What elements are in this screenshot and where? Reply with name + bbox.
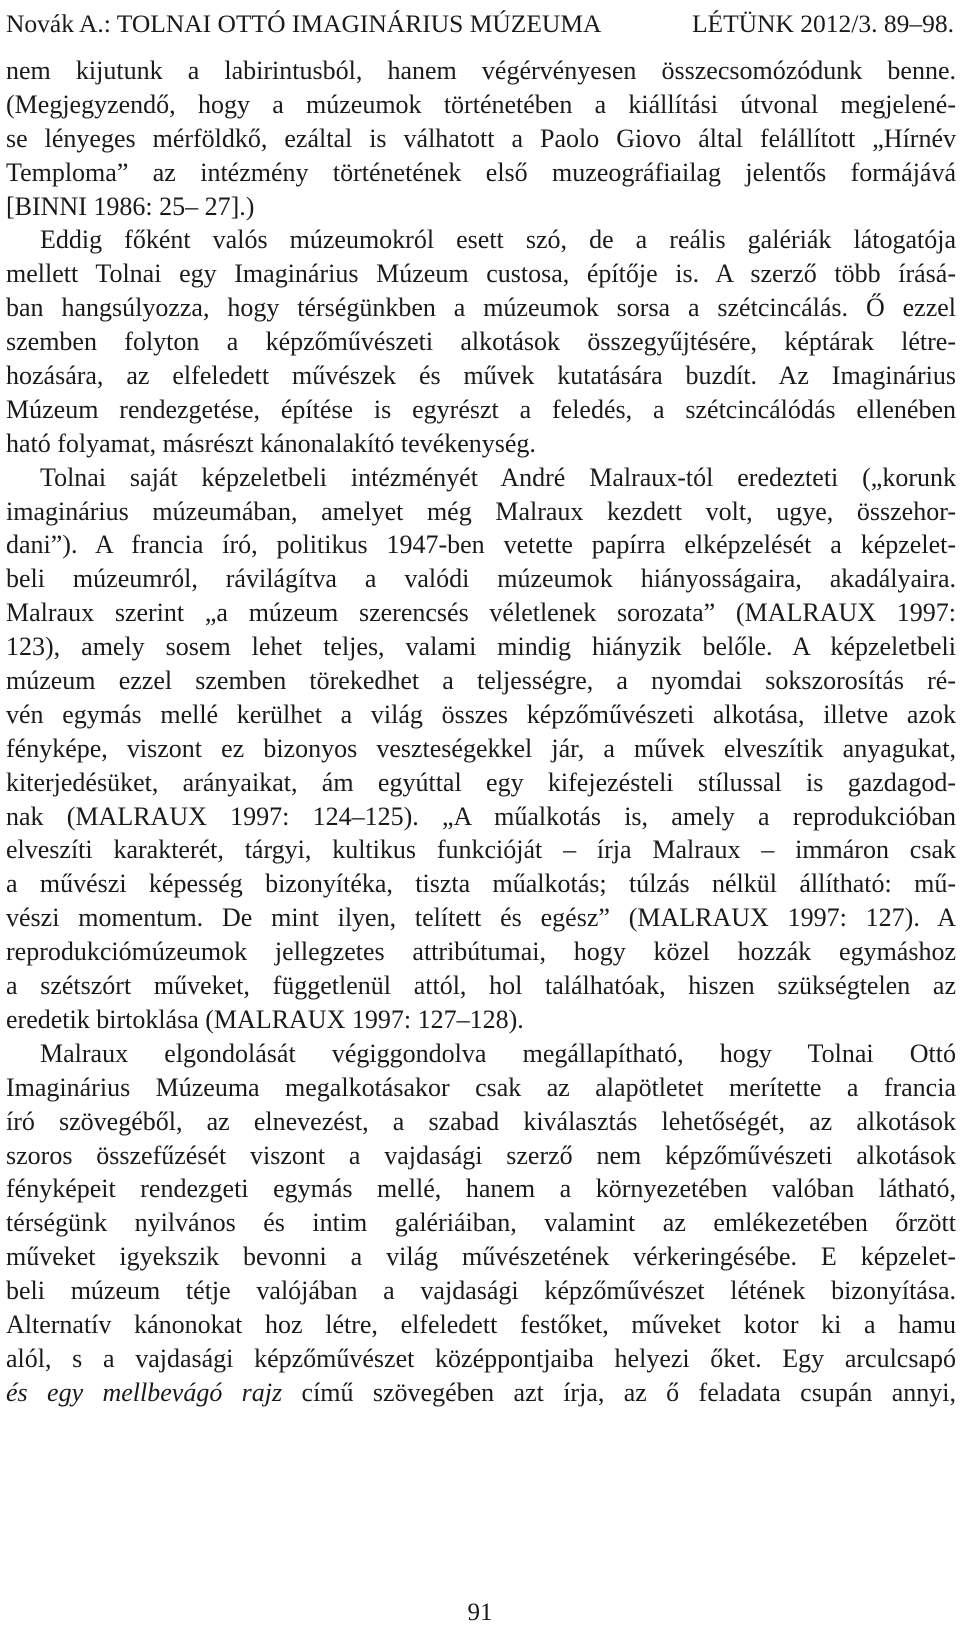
- text-line: a művészi képesség bizonyítéka, tiszta műalkotás; túlzás nélkül állítható: mű-: [6, 869, 956, 899]
- italic-title-fragment: és egy mellbevágó rajz: [6, 1377, 283, 1407]
- text-line: fényképeit rendezgeti egymás mellé, hanem a környezetében valóban látható,: [6, 1174, 956, 1204]
- text-line: szoros összefűzését viszont a vajdasági szerző nem képzőművészeti alkotások: [6, 1140, 956, 1170]
- text-line: reprodukciómúzeumok jellegzetes attribútumai, hogy közel hozzák egymáshoz: [6, 937, 956, 967]
- text-line: [BINNI 1986: 25– 27].): [6, 191, 255, 221]
- running-head-journal: LÉTÜNK 2012/3. 89–98.: [691, 9, 954, 38]
- text-line: nak (MALRAUX 1997: 124–125). „A műalkotás is, amely a reprodukcióban: [6, 801, 956, 831]
- text-line: fényképe, viszont ez bizonyos veszteségekkel jár, a művek elveszítik anyagukat,: [6, 733, 956, 763]
- text-line: ban hangsúlyozza, hogy térségünkben a múzeumok sorsa a szétcincálás. Ő ezzel: [6, 293, 956, 323]
- text-line: mellett Tolnai egy Imaginárius Múzeum custosa, építője is. A szerző több írásá-: [6, 259, 956, 289]
- text-line: műveket igyekszik bevonni a világ művészetének vérkeringésébe. E képzelet-: [6, 1242, 956, 1272]
- text-line: kiterjedésüket, arányaikat, ám egyúttal egy kifejezésteli stílussal is gazdagod-: [6, 767, 956, 797]
- text-line: Tolnai saját képzeletbeli intézményét André Malraux-tól eredezteti („korunk: [40, 462, 956, 492]
- text-line: beli múzeum tétje valójában a vajdasági képzőművészet létének bizonyítása.: [6, 1276, 956, 1306]
- text-line: múzeum ezzel szemben törekedhet a teljességre, a nyomdai sokszorosítás ré-: [6, 666, 956, 696]
- text-line: Alternatív kánonokat hoz létre, elfeledett festőket, műveket kotor ki a hamu: [6, 1309, 956, 1339]
- text-line: (Megjegyzendő, hogy a múzeumok történetében a kiállítási útvonal megjelené-: [6, 89, 956, 119]
- text-line: 123), amely sosem lehet teljes, valami mindig hiányzik belőle. A képzeletbeli: [6, 632, 956, 662]
- text-line: Eddig főként valós múzeumokról esett szó, de a reális galériák látogatója: [40, 225, 956, 255]
- text-line: Malraux elgondolását végiggondolva megállapítható, hogy Tolnai Ottó: [40, 1038, 956, 1068]
- text-line: Imaginárius Múzeuma megalkotásakor csak az alapötletet merítette a francia: [6, 1072, 956, 1102]
- text-line: eredetik birtoklása (MALRAUX 1997: 127–128).: [6, 1004, 524, 1034]
- text-line: ható folyamat, másrészt kánonalakító tevékenység.: [6, 428, 536, 458]
- text-line-final: [6, 1376, 956, 1410]
- text-line: vészi momentum. De mint ilyen, telített és egész” (MALRAUX 1997: 127). A: [6, 903, 956, 933]
- text-line: dani”). A francia író, politikus 1947-ben vetette papírra elképzelését a képzelet-: [6, 530, 956, 560]
- text-line: hozására, az elfeledett művészek és művek kutatására buzdít. Az Imaginárius: [6, 361, 956, 391]
- running-head: [6, 4, 954, 44]
- text-line: szemben folyton a képzőművészeti alkotások összegyűjtésére, képtárak létre-: [6, 327, 956, 357]
- text-line: alól, s a vajdasági képzőművészet középpontjaiba helyezi őket. Egy arculcsapó: [6, 1343, 956, 1373]
- running-head-author-title: Novák A.: TOLNAI OTTÓ IMAGINÁRIUS MÚZEUMA: [6, 9, 602, 38]
- text-line: Múzeum rendezgetése, építése is egyrészt a feledés, a szétcincálódás ellenében: [6, 394, 956, 424]
- text-line: Temploma” az intézmény történetének első muzeográfiailag jelentős formájává: [6, 157, 956, 187]
- body-text: [6, 54, 956, 1410]
- text-line: elveszíti karakterét, tárgyi, kultikus funkcióját – írja Malraux – immáron csak: [6, 835, 956, 865]
- text-line: imaginárius múzeumában, amelyet még Malraux kezdett volt, ugye, összehor-: [6, 496, 956, 526]
- text-line-continuation: című szövegében azt írja, az ő feladata csupán annyi,: [282, 1377, 956, 1407]
- text-line: vén egymás mellé kerülhet a világ összes képzőművészeti alkotása, illetve azok: [6, 699, 956, 729]
- page-number: 91: [467, 1599, 493, 1626]
- text-line: beli múzeumról, rávilágítva a valódi múzeumok hiányosságaira, akadályaira.: [6, 564, 956, 594]
- text-line: író szövegéből, az elnevezést, a szabad kiválasztás lehetőségét, az alkotások: [6, 1106, 956, 1136]
- text-line: nem kijutunk a labirintusból, hanem végérvényesen összecsomózódunk benne.: [6, 56, 956, 85]
- text-line: Malraux szerint „a múzeum szerencsés véletlenek sorozata” (MALRAUX 1997:: [6, 598, 956, 628]
- text-line: térségünk nyilvános és intim galériáiban, valamint az emlékezetében őrzött: [6, 1208, 956, 1238]
- text-line: se lényeges mérföldkő, ezáltal is válhatott a Paolo Giovo által felállított „Hírnév: [6, 123, 956, 153]
- text-line: a szétszórt műveket, függetlenül attól, hol találhatóak, hiszen szükségtelen az: [6, 971, 956, 1001]
